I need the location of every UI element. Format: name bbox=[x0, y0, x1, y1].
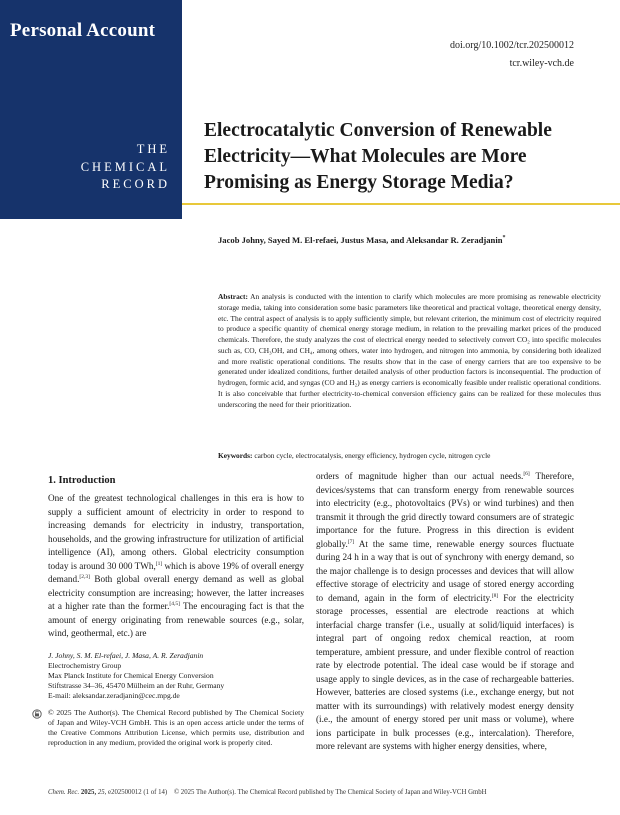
keywords bbox=[218, 451, 601, 462]
citation-ref[interactable]: [7] bbox=[347, 538, 355, 545]
body-column-right bbox=[316, 470, 574, 754]
text-run: The encouraging fact is that the amount of energy originating from renewable sources (e.g., solar, wind, geothermal, etc.) are bbox=[48, 601, 304, 638]
authors-text: Jacob Johny, Sayed M. El-refaei, Justus Masa, and Aleksandar R. Zeradjanin bbox=[218, 235, 503, 245]
text-run: One of the greatest technological challenges in this era is how to supply a sufficient amount of electricity in order to respond to increasing demands for electricity in industry, transportation, households, and the growing infrastructure for utilization of artificial intelligence (AI), among others. Global electricity consumption today is around 30 000 TWh, bbox=[48, 493, 304, 571]
section-heading: 1. Introduction bbox=[48, 475, 116, 486]
corresponding-mark: * bbox=[502, 235, 506, 242]
affiliation-block bbox=[48, 651, 304, 701]
abstract-label: Abstract: bbox=[218, 292, 248, 301]
keywords-label: Keywords: bbox=[218, 451, 253, 460]
journal-name-line3: RECORD bbox=[101, 177, 170, 191]
page-footer bbox=[48, 789, 608, 796]
text-run: orders of magnitude higher than our actual needs. bbox=[316, 471, 524, 481]
text-run: Therefore, devices/systems that can transform energy from renewable sources into electricity (e.g., photovoltaics (PVs) or wind turbines) and then transmit it through the grid directly toward consumers are of strategic importance for the future. Progress in this direction is evident globally. bbox=[316, 471, 574, 549]
paragraph bbox=[48, 492, 304, 641]
text-run: which is above 19% of overall energy demand. bbox=[48, 560, 304, 584]
journal-name bbox=[81, 141, 170, 194]
citation-ref[interactable]: [4,5] bbox=[169, 600, 180, 607]
journal-name-line2: CHEMICAL bbox=[80, 159, 170, 174]
citation-ref[interactable]: [2,3] bbox=[79, 573, 90, 580]
paragraph bbox=[316, 470, 574, 754]
affiliation-email[interactable]: E-mail: aleksandar.zeradjanin@cec.mpg.de bbox=[48, 691, 180, 700]
doi-block bbox=[450, 37, 574, 73]
footer-volume: 25, bbox=[97, 789, 107, 796]
affiliation-group: Electrochemistry Group bbox=[48, 661, 122, 670]
abstract bbox=[218, 292, 601, 410]
affiliation-names: J. Johny, S. M. El-refaei, J. Masa, A. R. Zeradjanin bbox=[48, 651, 204, 660]
license-text: © 2025 The Author(s). The Chemical Record published by The Chemical Society of Japan and Wiley-VCH GmbH. This is an open access article under the terms of the Creative Commons Attribution License, which permits use, distribution and reproduction in any medium, provided the original work is properly cited. bbox=[48, 708, 304, 747]
citation-ref[interactable]: [1] bbox=[155, 560, 163, 567]
citation-ref[interactable]: [6] bbox=[523, 470, 530, 477]
affiliation-address: Stiftstrasse 34–36, 45470 Mülheim an der Ruhr, Germany bbox=[48, 681, 225, 690]
affiliation-institute: Max Planck Institute for Chemical Energy Conversion bbox=[48, 671, 214, 680]
footer-citation: e202500012 (1 of 14) bbox=[108, 789, 168, 796]
journal-banner bbox=[0, 0, 182, 219]
citation-ref[interactable]: [8] bbox=[491, 592, 499, 599]
header-rule bbox=[182, 203, 620, 205]
open-access-icon bbox=[32, 709, 42, 719]
abstract-text: An analysis is conducted with the intention to clarify which molecules are more promising as renewable electricity storage media, taking into consideration some basic parameters like theoretical and practical voltage, theoretical energy density, etc. The central aspect of analysis is to apply sufficiently simple, but relevant criterion, the minimum cost of electricity required to produce a specific quantity of chemical energy storage medium, in relation to the prevailing market prices of the produced chemicals. Therefore, the study analyzes the cost of electrical energy needed to selectively convert CO₂ into specific molecules such as, CO, CH₃OH, and CH₄, among others, water into hydrogen, and nitrogen into ammonia, by considering both idealized and more realistic operational conditions. The results show that in the case of energy carriers that are too expensive to be generated under idealized conditions, further detailed analysis of other production factors is inconsequential. The production of hydrogen, formic acid, and syngas (CO and H₂) as energy carriers is economically feasible under realistic operational conditions. It is also conceivable that further electricity-to-chemical conversion efficiency gains can be realized for these molecules thus underscoring the need for their prioritization. bbox=[218, 292, 601, 409]
text-run: For the electricity storage processes, essential are electrode reactions at which interfacial charge transfer (i.e., usually at solid/liquid interfaces) is integral part of ongoing redox chemical reaction, at room temperature, ambient pressure, and under flexible control of reaction rate by electrode potential. The ideal case would be if storage and usage apply to single devices, as in the case of rechargeable batteries. However, batteries are closed systems (i.e., exchange energy, but not matter with its surroundings) with relatively modest energy density (i.e., the amount of energy stored per unit mass or volume), where ions participate in bulk processes (e.g., intercalation). Therefore, more relevant are systems with higher energy densities, where, bbox=[316, 592, 575, 751]
text-run: Both global overall energy demand as well as global electricity consumption are increasing; however, the latter increases at a higher rate than the former. bbox=[48, 574, 304, 611]
footer-journal: Chem. Rec. bbox=[48, 789, 80, 796]
site-link[interactable]: tcr.wiley-vch.de bbox=[509, 58, 574, 69]
footer-year: 2025, bbox=[80, 789, 97, 796]
journal-name-line1: THE bbox=[136, 142, 170, 156]
keywords-text: carbon cycle, electrocatalysis, energy efficiency, hydrogen cycle, nitrogen cycle bbox=[254, 451, 491, 460]
body-column-left bbox=[48, 492, 304, 641]
text-run: At the same time, renewable energy sources fluctuate during 24 h in a way that is out of synchrony with energy demand, so the major challenge is to design processes and devices that will allow effective storage of electricity and usage of stored energy according to demand, again in the form of electricity. bbox=[316, 538, 574, 603]
author-list bbox=[218, 235, 598, 245]
article-title: Electrocatalytic Conversion of Renewable Electricity—What Molecules are More Promising as Energy Storage Media? bbox=[204, 120, 552, 193]
footer-copyright: © 2025 The Author(s). The Chemical Record published by The Chemical Society of Japan and Wiley-VCH GmbH bbox=[173, 789, 487, 796]
doi-link[interactable]: doi.org/10.1002/tcr.202500012 bbox=[450, 40, 574, 51]
section-label: Personal Account bbox=[10, 20, 156, 41]
